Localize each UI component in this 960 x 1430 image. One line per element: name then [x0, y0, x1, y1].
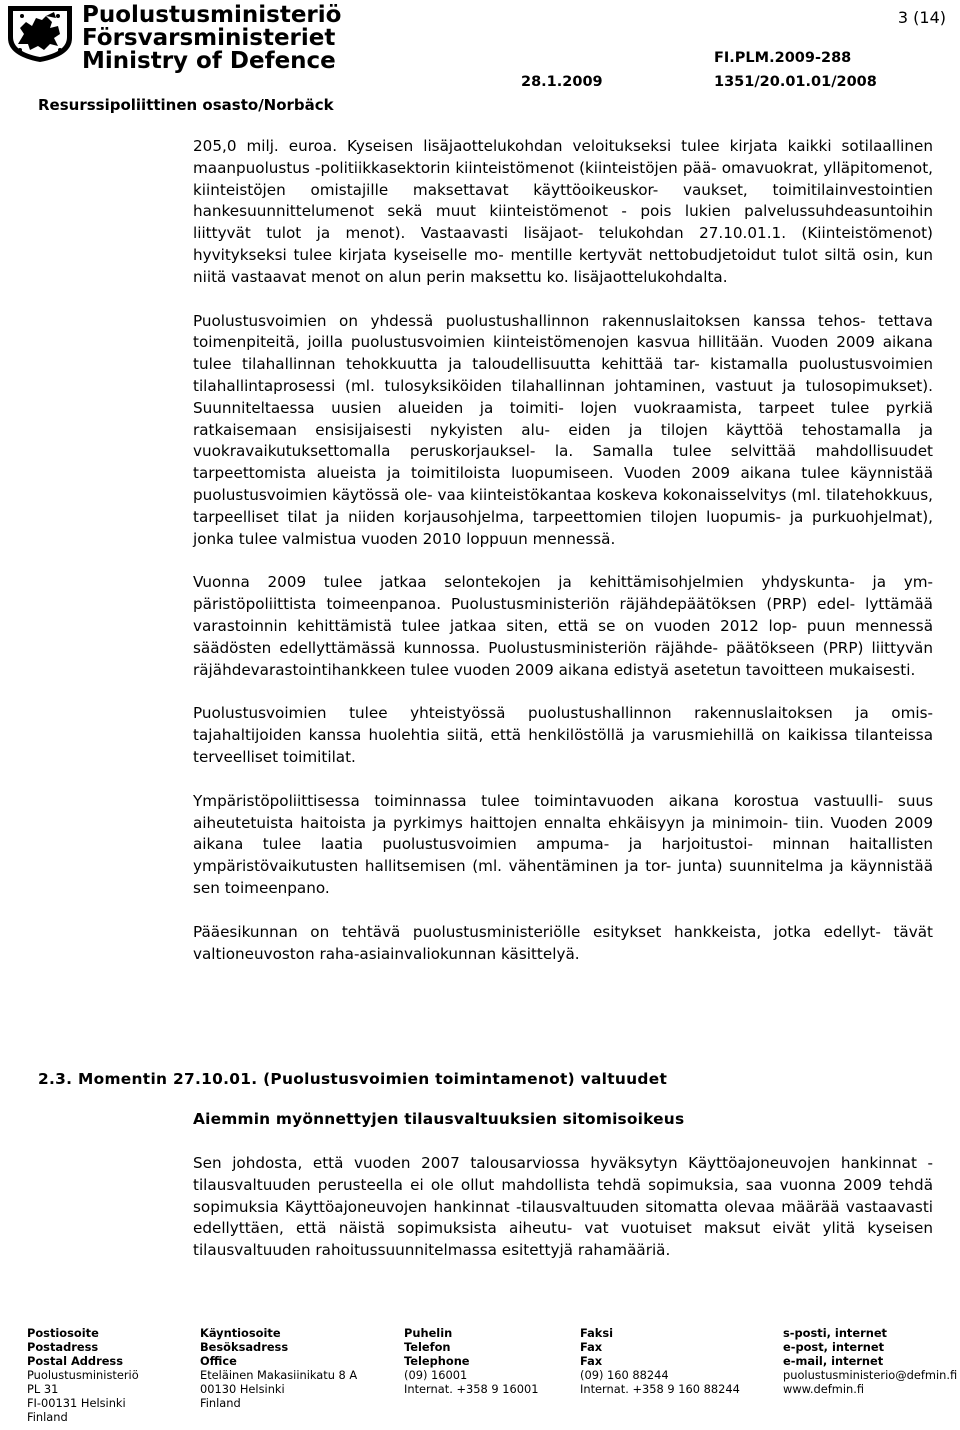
paragraph: Pääesikunnan on tehtävä puolustusministeriölle esitykset hankkeista, jotka edellyt- tävät valtioneuvoston raha-asiainvaliokunnan käsittelyä. [193, 922, 933, 963]
footer-office-address [200, 1326, 357, 1410]
footer-line: (09) 160 88244 [580, 1368, 669, 1382]
footer-line: PL 31 [27, 1382, 59, 1396]
subsection-heading: Aiemmin myönnettyjen tilausvaltuuksien sitomisoikeus [193, 1110, 685, 1128]
paragraph: 205,0 milj. euroa. Kyseisen lisäjaottelukohdan veloitukseksi tulee kirjata kaikki sotilaallinen maanpuolustus -politiikkasektorin kiinteistömenot (kiinteistöjen pää- omavuokrat, ylläpitomenot, kiinteistöjen omistajille maksettavat käyttöoikeuskor- vaukset, toimitilainvestointien hankesuunnittelumenot sekä muut kiinteistömenot - pois lukien palvelussuhdeasuntoihin liittyvät tulot ja menot). Vastaavasti lisäjaot- telukohdan 27.10.01.1. (Kiinteistömenot) hyvitykseksi tulee kirjata kyseiselle mo- mentille kertyvät nettobudjetoidut tulot siltä osin, kun niitä vastaavat menot on alun perin maksettu ko. lisäjaottelukohdalta. [193, 137, 933, 286]
footer-label: Fax [580, 1354, 603, 1368]
paragraph: Puolustusvoimien on yhdessä puolustushallinnon rakennuslaitoksen kanssa tehos- tettava toimenpiteitä, joilla puolustusvoimien kiinteistömenojen kasvua hillitään. Vuoden 2009 aikana tulee tilahallinnan tehokkuutta ja taloudellisuutta kehittää tar- kistamalla puolustusvoimien tilahallintaprosessi (ml. tulosyksiköiden tilahallinnan johtaminen, vastuut ja tulosopimukset). Suunniteltaessa uusien alueiden ja toimiti- lojen vuokraamista, tarpeet tulee pyrkiä ratkaisemaan ensisijaisesti nykyisten alu- eiden ja tilojen käyttöä tehostamalla ja vuokravaikutuksettomalla peruskorjauksel- la. Samalla tulee selvittää mahdollisuudet tarpeettomista alueista ja toimitiloista luopumiseen. Vuoden 2009 aikana tulee käynnistää puolustusvoimien käytössä ole- vaa kiinteistökantaa koskeva kokonaisselvitys (ml. tilatehokkuus, tarpeelliset tilat ja niiden korjausohjelma, tarpeettomien tilojen luopumis- ja purkuohjelmat), jonka tulee valmistua vuoden 2010 loppuun mennessä. [193, 311, 933, 548]
body-text-section [193, 1153, 933, 1262]
footer-postal-address [27, 1326, 139, 1424]
ministry-name-fi: Puolustusministeriö [82, 2, 342, 28]
paragraph: Sen johdosta, että vuoden 2007 talousarviossa hyväksytyn Käyttöajoneuvojen hankinnat -tilausvaltuuden perusteella ei ole ollut mahdollista tehdä sopimuksia, saa vuonna 2009 tehdä sopimuksia Käyttöajoneuvojen hankinnat -tilausvaltuuden sitomatta olevaa määrää vastaavasti edellyttäen, että näistä sopimuksista aiheutu- vat vuotuiset maksut eivät ylitä kyseisen tilausvaltuuden rahoitussuunnitelmassa esitettyjä rahamääriä. [193, 1154, 933, 1260]
footer-website-link[interactable]: www.defmin.fi [783, 1382, 865, 1396]
footer-label: Telefon [404, 1340, 451, 1354]
letterhead [0, 0, 960, 125]
finnish-lion-coat-of-arms-icon [6, 4, 74, 64]
footer-line: Internat. +358 9 160 88244 [580, 1382, 740, 1396]
footer-label: Puhelin [404, 1326, 453, 1340]
footer-telephone [404, 1326, 538, 1396]
footer-label: Postadress [27, 1340, 99, 1354]
footer-line: Finland [200, 1396, 241, 1410]
footer-line: 00130 Helsinki [200, 1382, 285, 1396]
footer-label: Telephone [404, 1354, 470, 1368]
footer-fax [580, 1326, 740, 1396]
page-number: 3 (14) [897, 8, 946, 27]
footer-label: s-posti, internet [783, 1326, 887, 1340]
body-text [193, 136, 933, 965]
footer-label: Fax [580, 1340, 603, 1354]
paragraph: Puolustusvoimien tulee yhteistyössä puolustushallinnon rakennuslaitoksen ja omis- tajahaltijoiden kanssa huolehtia siitä, että henkilöstöllä ja varusmiehillä on kaikissa tilanteissa terveelliset toimitilat. [193, 704, 933, 766]
paragraph: Vuonna 2009 tulee jatkaa selontekojen ja kehittämisohjelmien yhdyskunta- ja ym- päristöpoliittista toimeenpanoa. Puolustusministeriön räjähdepäätöksen (PRP) edel- lyttämää varastoinnin kehittämistä tulee jatkaa siten, että se on vuoden 2012 lop- puun mennessä säädösten edellyttämässä kunnossa. Puolustusministeriön räjähde- päätökseen (PRP) liittyvän räjähdevarastointihankkeen tulee vuoden 2009 aikana edistyä asetetun tavoitteen mukaisesti. [193, 573, 933, 679]
footer-line: (09) 16001 [404, 1368, 468, 1382]
footer-label: Faksi [580, 1326, 614, 1340]
ministry-name-sv: Försvarsministeriet [82, 25, 336, 51]
paragraph: Ympäristöpoliittisessa toiminnassa tulee toimintavuoden aikana korostua vastuulli- suus aiheutetuista haitoista ja pyrkimys haittojen ennalta ehkäisyyn ja minimoin- tiin. Vuoden 2009 aikana tulee laatia puolustusvoimien ampuma- ja harjoitustoi- minnan haitallisten ympäristövaikutusten hallitsemisen (ml. vähentäminen ja tor- junta) suunnitelma ja käynnistää sen toimeenpano. [193, 791, 933, 897]
department: Resurssipoliittinen osasto/Norbäck [38, 96, 334, 114]
footer-label: Käyntiosoite [200, 1326, 281, 1340]
footer [0, 1326, 960, 1430]
footer-label: e-post, internet [783, 1340, 885, 1354]
footer-label: Postiosoite [27, 1326, 99, 1340]
document-id: FI.PLM.2009-288 [714, 50, 852, 66]
footer-email-link[interactable]: puolustusministerio@defmin.fi [783, 1368, 958, 1382]
footer-line: Puolustusministeriö [27, 1368, 139, 1382]
footer-line: Finland [27, 1410, 68, 1424]
footer-line: Internat. +358 9 16001 [404, 1382, 539, 1396]
footer-label: Office [200, 1354, 237, 1368]
footer-label: Postal Address [27, 1354, 123, 1368]
footer-label: e-mail, internet [783, 1354, 884, 1368]
ministry-name-en: Ministry of Defence [82, 48, 336, 74]
section-heading: 2.3. Momentin 27.10.01. (Puolustusvoimien toimintamenot) valtuudet [38, 1070, 668, 1088]
document-date: 28.1.2009 [521, 74, 603, 90]
footer-email-internet [783, 1326, 957, 1396]
reference-number: 1351/20.01.01/2008 [714, 74, 877, 90]
footer-label: Besöksadress [200, 1340, 289, 1354]
footer-line: Eteläinen Makasiinikatu 8 A [200, 1368, 358, 1382]
footer-line: FI-00131 Helsinki [27, 1396, 126, 1410]
